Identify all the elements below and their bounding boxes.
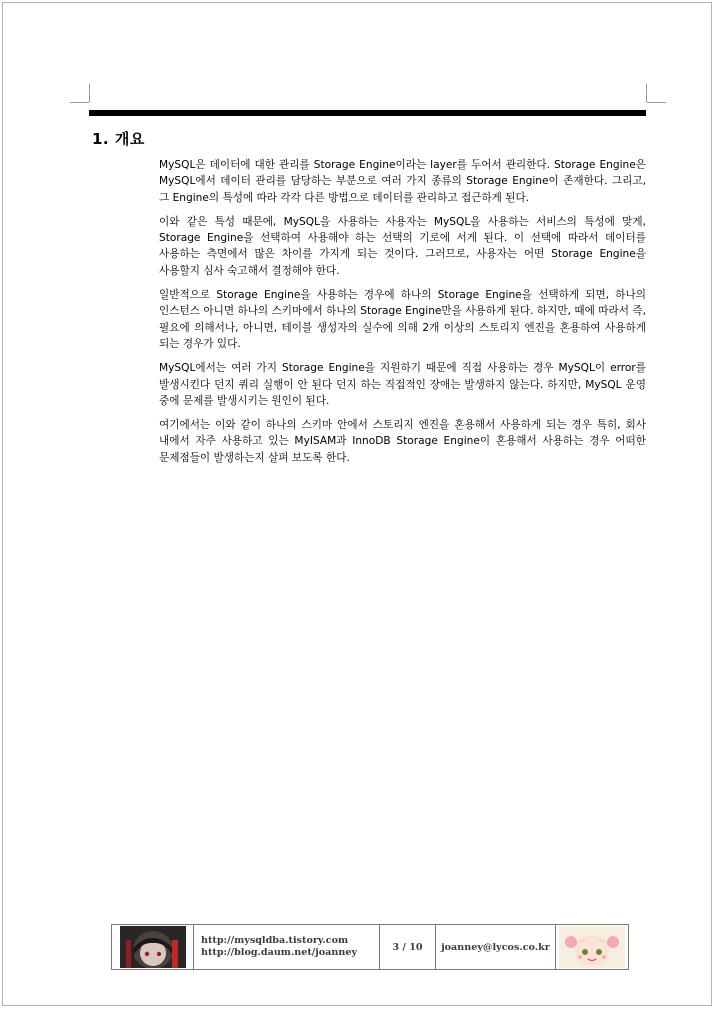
section-title: 1. 개요	[92, 130, 145, 148]
footer-link-daum[interactable]: http://blog.daum.net/joanney	[201, 947, 358, 958]
page-number: 3 / 10	[392, 941, 423, 953]
avatar-right-icon	[559, 926, 625, 968]
avatar-left	[120, 926, 186, 968]
footer-email[interactable]: joanney@lycos.co.kr	[441, 941, 550, 953]
body-text	[159, 157, 646, 474]
paragraph: MySQL에서는 여러 가지 Storage Engine을 지원하기 때문에 직접 사용하는 경우 MySQL이 error를 발생시킨다 던지 쿼리 실행이 안 된다 던지 하는 직접적인 장애는 발생하지 않는다. 하지만, MySQL 운영 중에 문제를 발생시키는 원인이 된다.	[159, 362, 646, 407]
crop-mark-top-left-h	[70, 102, 89, 103]
footer-email-cell	[436, 925, 556, 969]
page-footer	[111, 924, 629, 970]
header-rule	[89, 110, 646, 116]
paragraph: 여기에서는 이와 같이 하나의 스키마 안에서 스토리지 엔진을 혼용해서 사용하게 되는 경우 특히, 회사 내에서 자주 사용하고 있는 MyISAM과 InnoDB Storage Engine이 혼용해서 사용하는 경우 어떠한 문제점들이 발생하는지 살펴 보도록 한다.	[159, 419, 646, 464]
paragraph: MySQL은 데이터에 대한 관리를 Storage Engine이라는 layer를 두어서 관리한다. Storage Engine은 MySQL에서 데이터 관리를 담당하는 부분으로 여러 가지 종류의 Storage Engine이 존재한다. 그리고, 그 Engine의 특성에 따라 각각 다른 방법으로 데이터를 관리하고 접근하게 된다.	[159, 159, 646, 204]
crop-mark-top-right	[646, 84, 647, 102]
footer-page-cell	[380, 925, 436, 969]
footer-avatar-right-cell	[556, 925, 628, 969]
crop-mark-top-left	[89, 84, 90, 102]
paragraph: 일반적으로 Storage Engine을 사용하는 경우에 하나의 Storage Engine을 선택하게 되면, 하나의 인스턴스 아니면 하나의 스키마에서 하나의 Storage Engine만을 사용하게 된다. 하지만, 때에 따라서 즉, 필요에 의해서나, 아니면, 테이블 생성자의 실수에 의해 2개 이상의 스토리지 엔진을 혼용하여 사용하게 되는 경우가 있다.	[159, 289, 646, 350]
footer-avatar-left-cell	[112, 925, 194, 969]
footer-link-tistory[interactable]: http://mysqldba.tistory.com	[201, 935, 349, 946]
avatar-left-icon	[120, 926, 186, 968]
avatar-right	[559, 926, 625, 968]
paragraph: 이와 같은 특성 때문에, MySQL을 사용하는 사용자는 MySQL을 사용하는 서비스의 특성에 맞게, Storage Engine을 선택하여 사용해야 하는 선택의 기로에 서게 된다. 이 선택에 따라서 데이터를 사용하는 측면에서 많은 차이를 가지게 되는 것이다. 그러므로, 사용자는 어떤 Storage Engine을 사용할지 심사 숙고해서 결정해야 한다.	[159, 215, 646, 277]
crop-mark-top-right-h	[647, 102, 666, 103]
page-border	[2, 2, 712, 1006]
footer-links-cell	[194, 925, 380, 969]
